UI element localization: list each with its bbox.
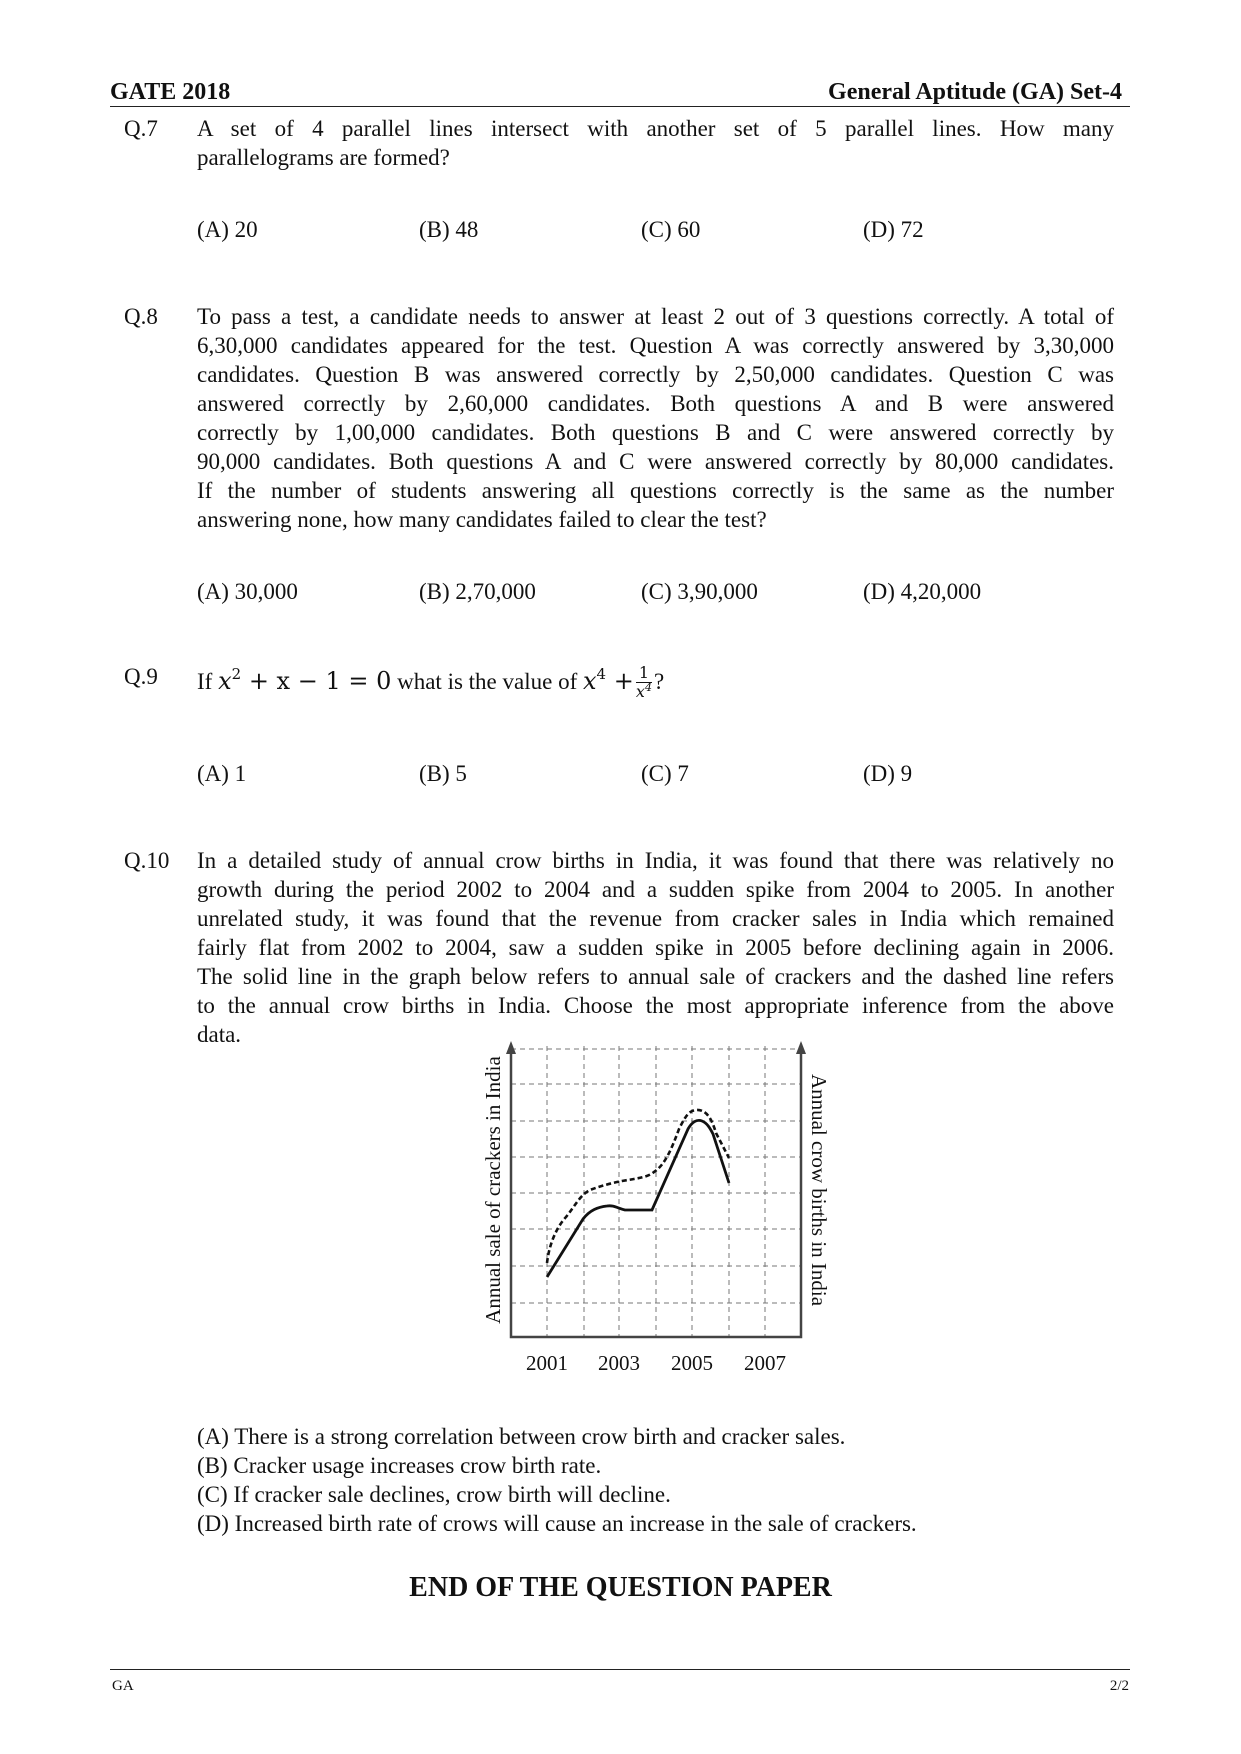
question-9-option-d: (D) 9 (863, 761, 913, 786)
question-line: growth during the period 2002 to 2004 and a sudden spike from 2004 to 2005. In another (197, 877, 1114, 902)
question-8-text (197, 302, 1114, 534)
right-y-axis-label: Annual crow births in India (807, 1073, 831, 1307)
equation: $x^2 + x - 1 = 0$ (218, 665, 392, 695)
question-8-option-b: (B) 2,70,000 (419, 579, 536, 604)
question-line: 90,000 candidates. Both questions A and C were answered correctly by 80,000 candidates. (197, 449, 1114, 474)
exam-title: GATE 2018 (110, 79, 231, 105)
x-tick-2001: 2001 (526, 1351, 568, 1375)
question-line: candidates. Question B was answered correctly by 2,50,000 candidates. Question C was (197, 362, 1114, 387)
question-9-suffix: ? (654, 669, 665, 694)
end-heading: END OF THE QUESTION PAPER (409, 1572, 832, 1603)
question-line: unrelated study, it was found that the revenue from cracker sales in India which remained (197, 906, 1114, 931)
question-7-option-a: (A) 20 (197, 217, 258, 242)
question-10-option-c: (C) If cracker sale declines, crow birth will decline. (197, 1482, 671, 1507)
question-9-middle: what is the value of (397, 669, 578, 694)
question-8-label: Q.8 (124, 304, 158, 329)
question-7-option-d: (D) 72 (863, 217, 924, 242)
question-line: A set of 4 parallel lines intersect with another set of 5 parallel lines. How many (197, 116, 1114, 141)
left-axis-arrow-icon (506, 1041, 516, 1054)
question-10-option-d: (D) Increased birth rate of crows will cause an increase in the sale of crackers. (197, 1511, 917, 1536)
question-10-option-b: (B) Cracker usage increases crow birth rate. (197, 1453, 602, 1478)
question-line: answering none, how many candidates failed to clear the test? (197, 507, 767, 532)
question-line: correctly by 1,00,000 candidates. Both questions B and C were answered correctly by (197, 420, 1114, 445)
question-line: parallelograms are formed? (197, 145, 450, 170)
question-line: 6,30,000 candidates appeared for the test. Question A was correctly answered by 3,30,000 (197, 333, 1114, 358)
cracker-sales-line (547, 1120, 729, 1277)
question-8-option-a: (A) 30,000 (197, 579, 298, 604)
x-tick-2007: 2007 (744, 1351, 786, 1375)
question-9-option-b: (B) 5 (419, 761, 467, 786)
question-9-text (197, 664, 664, 701)
crow-births-line (547, 1110, 729, 1263)
question-9-option-a: (A) 1 (197, 761, 247, 786)
paper-section-title: General Aptitude (GA) Set-4 (828, 79, 1122, 105)
x-tick-2003: 2003 (598, 1351, 640, 1375)
question-7-label: Q.7 (124, 116, 158, 141)
page-number: 2/2 (1109, 1678, 1129, 1694)
question-8-option-c: (C) 3,90,000 (641, 579, 758, 604)
footer-rule (110, 1669, 1130, 1670)
question-line: to the annual crow births in India. Choose the most appropriate inference from the above (197, 993, 1114, 1018)
question-10-label: Q.10 (124, 848, 170, 873)
header-rule (110, 106, 1130, 107)
question-line: To pass a test, a candidate needs to answer at least 2 out of 3 questions correctly. A total of (197, 304, 1114, 329)
question-line: answered correctly by 2,60,000 candidates. Both questions A and B were answered (197, 391, 1114, 416)
x-tick-2005: 2005 (671, 1351, 713, 1375)
expression: $x^4$ + $\frac{1}{x^4}$ (582, 663, 652, 701)
left-y-axis-label: Annual sale of crackers in India (481, 1056, 505, 1324)
question-9-prefix: If (197, 669, 213, 694)
question-9-option-c: (C) 7 (641, 761, 689, 786)
question-line: data. (197, 1022, 242, 1047)
question-9-label: Q.9 (124, 664, 158, 689)
question-7-option-c: (C) 60 (641, 217, 701, 242)
question-8-option-d: (D) 4,20,000 (863, 579, 982, 604)
question-7-option-b: (B) 48 (419, 217, 479, 242)
question-7-text (197, 114, 1114, 172)
crow-cracker-chart (470, 1040, 840, 1380)
right-axis-arrow-icon (796, 1041, 806, 1054)
grid (511, 1046, 801, 1337)
question-10-text (197, 846, 1114, 1049)
question-line: The solid line in the graph below refers to annual sale of crackers and the dashed line refers (197, 964, 1114, 989)
question-line: fairly flat from 2002 to 2004, saw a sudden spike in 2005 before declining again in 2006. (197, 935, 1114, 960)
question-line: In a detailed study of annual crow births in India, it was found that there was relatively no (197, 848, 1114, 873)
footer-section: GA (112, 1678, 134, 1694)
fraction: $\frac{1}{x^4}$ (635, 663, 652, 701)
question-line: If the number of students answering all questions correctly is the same as the number (197, 478, 1114, 503)
question-10-option-a: (A) There is a strong correlation between crow birth and cracker sales. (197, 1424, 846, 1449)
